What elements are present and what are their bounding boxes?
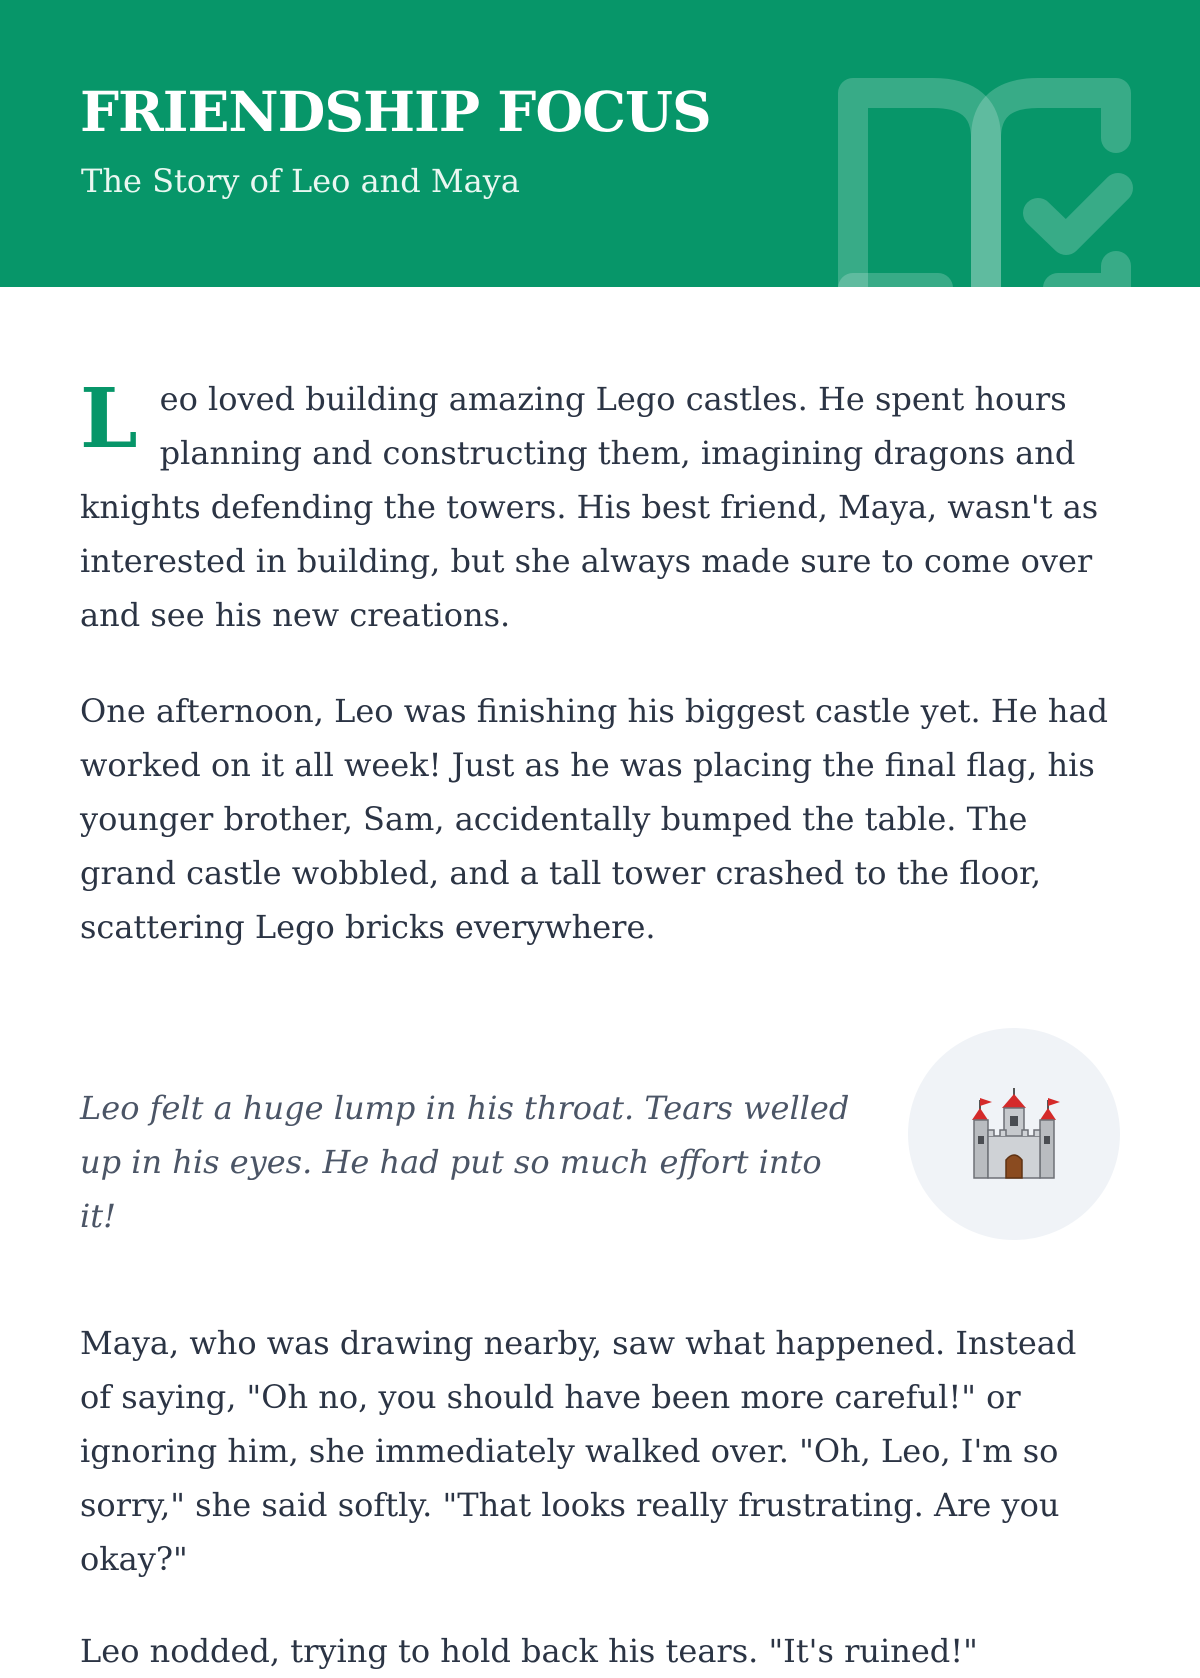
story-content xyxy=(80,287,1110,1678)
story-paragraph-3: Maya, who was drawing nearby, saw what happened. Instead of saying, "Oh no, you should have been more careful!" or ignoring him, she immediately walked over. "Oh, Leo, I'm so sorry," she said softly. "That looks really frustrating. Are you okay?" xyxy=(80,1324,1077,1578)
story-header xyxy=(0,0,1200,287)
story-paragraph-1 xyxy=(80,372,1110,642)
paragraph-text: eo loved building amazing Lego castles. He spent hours planning and constructing them, imagining dragons and knights defending the towers. His best friend, Maya, wasn't as interested in building, but she always made sure to come over and see his new creations. xyxy=(80,380,1099,634)
quote-text: Leo felt a huge lump in his throat. Tears welled up in his eyes. He had put so much effort into it! xyxy=(80,1089,850,1235)
quote-callout xyxy=(80,1028,1110,1240)
page-subtitle: The Story of Leo and Maya xyxy=(81,162,520,200)
book-check-icon xyxy=(838,78,1138,287)
illustration-circle xyxy=(908,1028,1120,1240)
castle-icon xyxy=(966,1086,1062,1182)
story-paragraph-2: One afternoon, Leo was finishing his biggest castle yet. He had worked on it all week! Just as he was placing the final flag, his younger brother, Sam, accidentally bumped the table. The grand castle wobbled, and a tall tower crashed to the floor, scattering Lego bricks everywhere. xyxy=(80,692,1109,946)
story-paragraph-4: Leo nodded, trying to hold back his tears. "It's ruined!" xyxy=(80,1632,978,1670)
page-title: FRIENDSHIP FOCUS xyxy=(80,79,711,144)
drop-cap: L xyxy=(80,371,138,467)
